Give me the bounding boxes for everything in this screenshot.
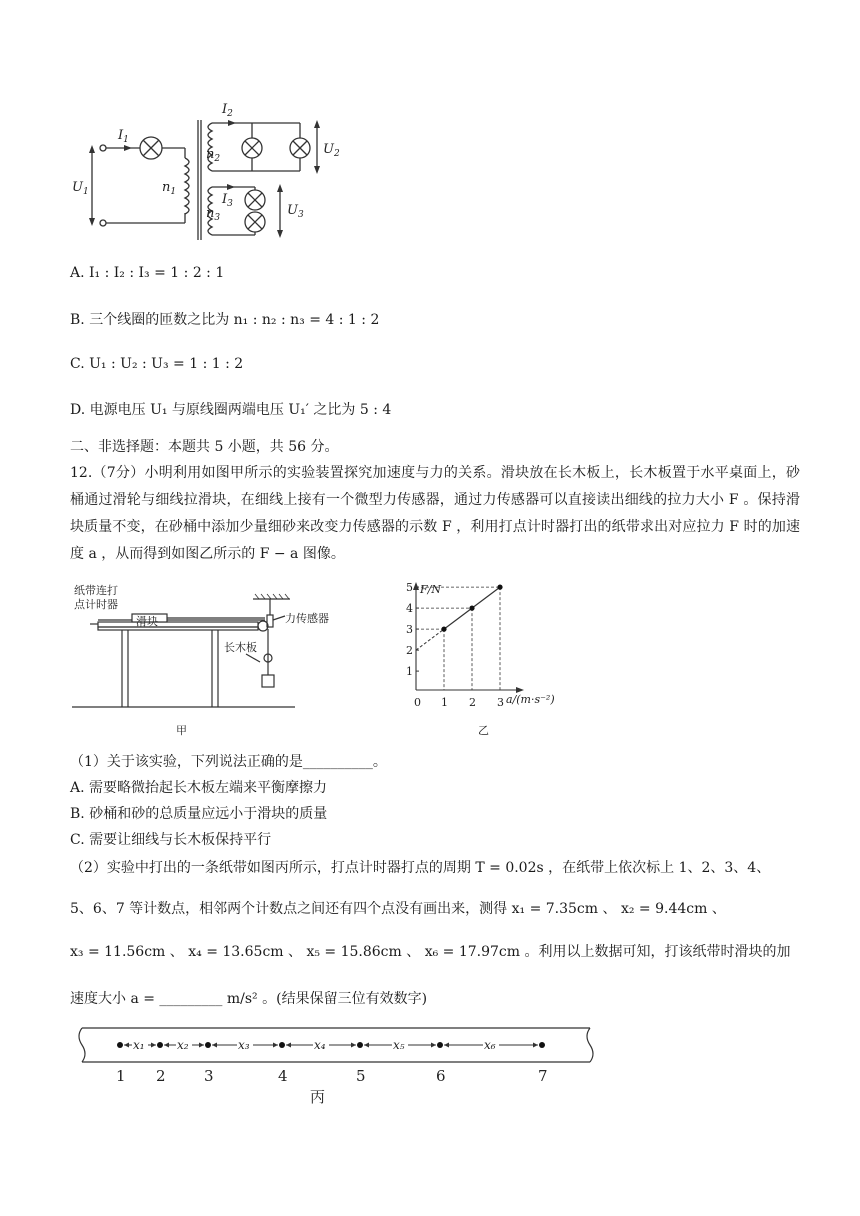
count-point-label: 6: [436, 1067, 446, 1085]
chart-origin: 0: [414, 696, 421, 709]
arrowhead: [199, 1043, 204, 1048]
data-point: [497, 585, 502, 590]
question-12-text: 12.（7分）小明利用如图甲所示的实验装置探究加速度与力的关系。滑块放在长木板上，长木板置于水平桌面上，砂桶通过滑轮与细线拉滑块，在细线上接有一个微型力传感器，通过力传感器可以直接读出细线的拉力大小 F 。保持滑块质量不变，在砂桶中添加少量细砂来改变力传感器的示数 F ，利用打点计时器打出的纸带求出对应拉力 F 时的加速度 a ，从而得到如图乙所示的 F − a 图像。: [70, 465, 800, 562]
chart-xlabel: a/(m·s⁻²): [506, 693, 555, 706]
arrowhead: [364, 1043, 369, 1048]
arrowhead: [212, 1043, 217, 1048]
sub2-line2: 5、6、7 等计数点，相邻两个计数点之间还有四个点没有画出来，测得 x₁ = 7.35cm 、 x₂ = 9.44cm 、: [70, 901, 726, 917]
count-point-label: 2: [156, 1067, 166, 1085]
fit-line-extrapolated: [416, 629, 444, 650]
count-point-label: 7: [538, 1067, 548, 1085]
label-tape: 纸带连打: [74, 584, 118, 597]
arrowhead: [151, 1043, 156, 1048]
segment-label: x₅: [393, 1038, 405, 1052]
y-tick-label: 4: [406, 602, 413, 616]
count-point: [157, 1042, 163, 1048]
data-point: [441, 627, 446, 632]
sub2-line3: x₃ = 11.56cm 、 x₄ = 13.65cm 、 x₅ = 15.86cm 、 x₆ = 17.97cm 。利用以上数据可知，打该纸带时滑块的加: [70, 944, 791, 960]
option-d: D. 电源电压 U₁ 与原线圈两端电压 U₁′ 之比为 5 : 4: [70, 402, 392, 418]
segment-label: x₄: [314, 1038, 326, 1052]
sub2-line1: （2）实验中打出的一条纸带如图丙所示，打点计时器打点的周期 T = 0.02s ，在纸带上依次标上 1、2、3、4、: [70, 860, 771, 876]
count-point: [117, 1042, 123, 1048]
caption-bing: 丙: [310, 1088, 326, 1106]
option-b: B. 三个线圈的匝数之比为 n₁ : n₂ : n₃ = 4 : 1 : 2: [70, 312, 380, 328]
sub2-line4: 速度大小 a = _________ m/s² 。(结果保留三位有效数字): [70, 991, 428, 1007]
arrowhead: [431, 1043, 436, 1048]
label-n1: $n_1$: [162, 180, 177, 197]
y-tick-label: 2: [406, 644, 413, 658]
label-U2: $U_2$: [323, 142, 340, 159]
figure-jia-apparatus: [70, 582, 329, 742]
count-point: [437, 1042, 443, 1048]
count-point-label: 3: [204, 1067, 214, 1085]
label-n2: $n_2$: [206, 147, 221, 164]
y-tick-label: 5: [406, 581, 413, 595]
count-point: [539, 1042, 545, 1048]
label-U1: $U_1$: [72, 180, 89, 197]
x-tick-label: 1: [441, 696, 448, 709]
x-tick-label: 2: [469, 696, 476, 709]
segment-label: x₁: [133, 1038, 145, 1052]
arrowhead: [273, 1043, 278, 1048]
segment-label: x₂: [177, 1038, 189, 1052]
count-point: [357, 1042, 363, 1048]
label-n3: $n_3$: [206, 206, 221, 223]
y-tick-label: 1: [406, 665, 413, 679]
arrowhead: [164, 1043, 169, 1048]
sub1-option-b: B. 砂桶和砂的总质量应远小于滑块的质量: [70, 806, 328, 822]
figure-yi-chart: [390, 582, 580, 742]
sub1-option-c: C. 需要让细线与长木板保持平行: [70, 832, 272, 848]
option-a: A. I₁ : I₂ : I₃ = 1 : 2 : 1: [70, 265, 225, 281]
label-block: 滑块: [136, 615, 158, 628]
label-I1: $I_1$: [118, 128, 129, 145]
count-point-label: 1: [116, 1067, 126, 1085]
arrowhead: [286, 1043, 291, 1048]
arrowhead: [351, 1043, 356, 1048]
sub1-question: （1）关于该实验，下列说法正确的是__________。: [70, 754, 387, 770]
segment-label: x₃: [238, 1038, 250, 1052]
label-U3: $U_3$: [287, 203, 304, 220]
arrowhead: [124, 1043, 129, 1048]
option-c: C. U₁ : U₂ : U₃ = 1 : 1 : 2: [70, 356, 244, 372]
data-point: [469, 606, 474, 611]
sub1-option-a: A. 需要略微抬起长木板左端来平衡摩擦力: [70, 780, 328, 796]
label-I2: $I_2$: [222, 102, 233, 119]
count-point-label: 4: [278, 1067, 288, 1085]
label-sensor: 力传感器: [285, 612, 329, 625]
label-I3: $I_3$: [222, 192, 233, 209]
arrowhead: [444, 1043, 449, 1048]
figure-bing-tape: [70, 1022, 610, 1112]
caption-yi: 乙: [478, 724, 489, 737]
segment-label: x₆: [484, 1038, 496, 1052]
chart-ylabel: F/N: [420, 583, 441, 596]
transformer-circuit-figure: [70, 95, 360, 245]
y-tick-label: 3: [406, 623, 413, 637]
count-point: [205, 1042, 211, 1048]
caption-jia: 甲: [176, 724, 187, 737]
x-tick-label: 3: [497, 696, 504, 709]
count-point: [279, 1042, 285, 1048]
arrowhead: [533, 1043, 538, 1048]
label-board: 长木板: [224, 641, 257, 654]
count-point-label: 5: [356, 1067, 366, 1085]
section-title: 二、非选择题：本题共 5 小题，共 56 分。: [70, 439, 339, 455]
label-timer: 点计时器: [74, 598, 118, 611]
